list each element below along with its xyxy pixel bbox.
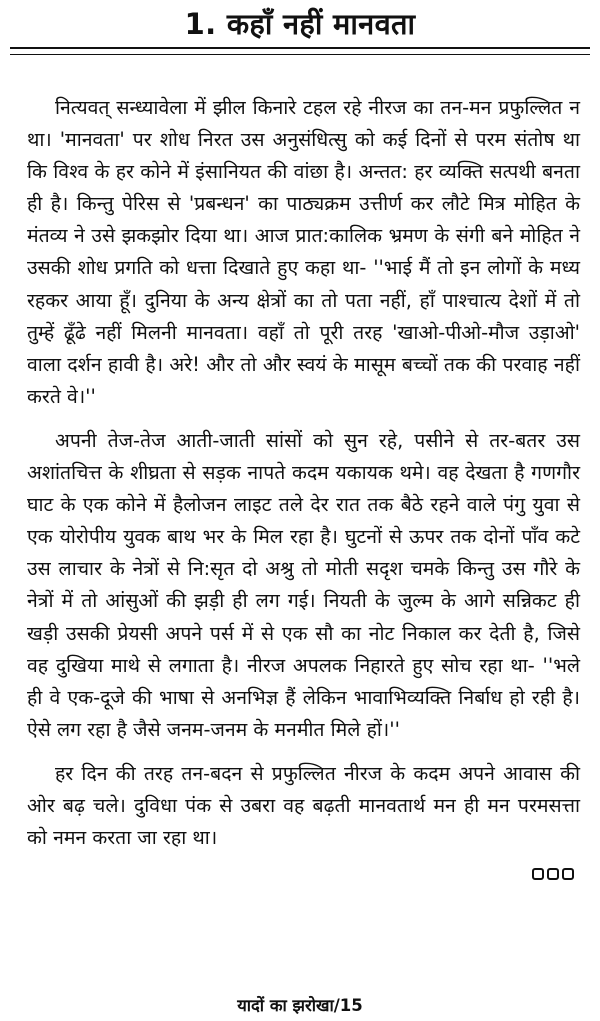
end-square-icon	[532, 868, 544, 880]
paragraph-1: नित्यवत् सन्ध्यावेला में झील किनारे टहल रहे नीरज का तन-मन प्रफुल्लित न था। 'मानवता' पर शोध निरत उस अनुसंधित्सु को कई दिनों से परम संतोष था कि विश्व के हर कोने में इंसानियत की वांछा है। अन्तत: हर व्यक्ति सत्पथी बनता ही है। किन्तु पेरिस से 'प्रबन्धन' का पाठ्यक्रम उत्तीर्ण कर लौटे मित्र मोहित के मंतव्य ने उसे झकझोर दिया था। आज प्रात:कालिक भ्रमण के संगी बने मोहित ने उसकी शोध प्रगति को धत्ता दिखाते हुए कहा था- ''भाई मैं तो इन लोगों के मध्य रहकर आया हूँ। दुनिया के अन्य क्षेत्रों का तो पता नहीं, हाँ पाश्चात्य देशों में तो तुम्हें ढूँढे नहीं मिलनी मानवता। वहाँ तो पूरी तरह 'खाओ-पीओ-मौज उड़ाओ' वाला दर्शन हावी है। अरे! और तो और स्वयं के मासूम बच्चों तक की परवाह नहीं करते वे।''	[27, 96, 580, 408]
end-square-icon	[562, 868, 574, 880]
story-body	[27, 92, 580, 866]
end-square-icon	[547, 868, 559, 880]
chapter-title: 1. कहाँ नहीं मानवता	[184, 7, 416, 41]
paragraph-3: हर दिन की तरह तन-बदन से प्रफुल्लित नीरज के कदम अपने आवास की ओर बढ़ चले। दुविधा पंक से उबरा वह बढ़ती मानवतार्थ मन ही मन परमसत्ता को नमन करता जा रहा था।	[27, 761, 580, 850]
section-end-marks	[532, 868, 574, 880]
page-footer: यादों का झरोखा/15	[237, 996, 363, 1015]
paragraph-2: अपनी तेज-तेज आती-जाती सांसों को सुन रहे, पसीने से तर-बतर उस अशांतचित्त के शीघ्रता से सड़क नापते कदम यकायक थमे। वह देखता है गणगौर घाट के एक कोने में हैलोजन लाइट तले देर रात तक बैठे रहने वाले पंगु युवा से एक योरोपीय युवक बाथ भर के मिल रहा है। घुटनों से ऊपर तक दोनों पाँव कटे उस लाचार के नेत्रों से नि:सृत दो अश्रु तो मोती सदृश चमके किन्तु उस गौरे के नेत्रों में तो आंसुओं की झड़ी ही लग गई। नियती के जुल्म के आगे सन्निकट ही खड़ी उसकी प्रेयसी अपने पर्स में से एक सौ का नोट निकाल कर देती है, जिसे वह दुखिया माथे से लगाता है। नीरज अपलक निहारते हुए सोच रहा था- ''भले ही वे एक-दूजे की भाषा से अनभिज्ञ हैं लेकिन भावाभिव्यक्ति निर्बाध हो रही है। ऐसे लग रहा है जैसे जनम-जनम के मनमीत मिले हों।''	[27, 428, 580, 741]
title-double-rule	[10, 47, 590, 55]
